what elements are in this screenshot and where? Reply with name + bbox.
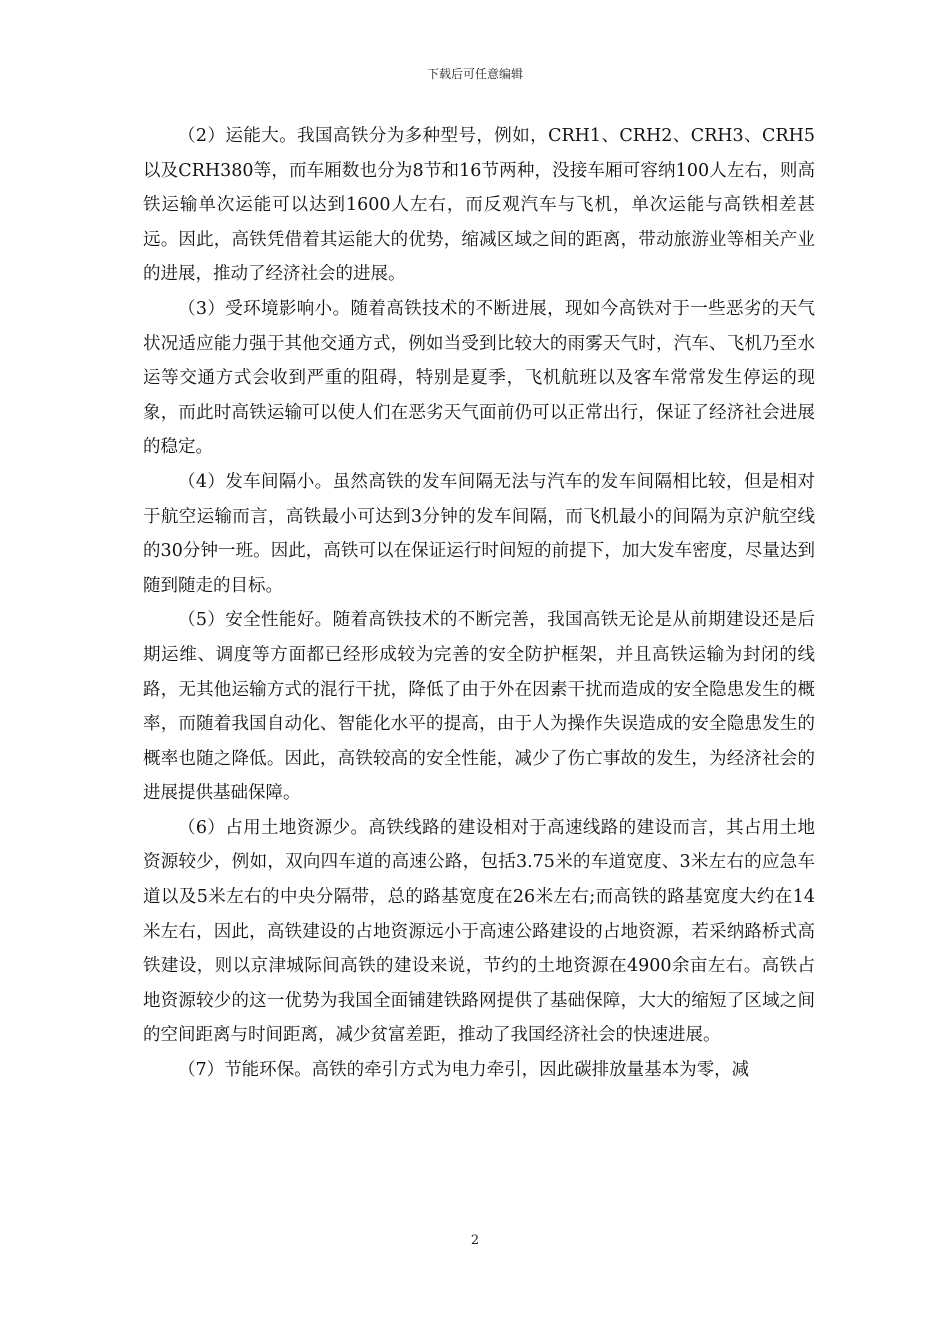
paragraph-departure-interval: （4）发车间隔小。虽然高铁的发车间隔无法与汽车的发车间隔相比较，但是相对于航空运输而言，高铁最小可达到3分钟的发车间隔，而飞机最小的间隔为京沪航空线的30分钟一班。因此，高铁可以在保证运行时间短的前提下，加大发车密度，尽量达到随到随走的目标。 xyxy=(143,471,815,596)
paragraph-capacity: （2）运能大。我国高铁分为多种型号，例如，CRH1、CRH2、CRH3、CRH5以及CRH380等，而车厢数也分为8节和16节两种，没接车厢可容纳100人左右，则高铁运输单次运能可以达到1600人左右，而反观汽车与飞机，单次运能与高铁相差甚远。因此，高铁凭借着其运能大的优势，缩减区域之间的距离，带动旅游业等相关产业的进展，推动了经济社会的进展。 xyxy=(143,126,815,285)
paragraph-safety: （5）安全性能好。随着高铁技术的不断完善，我国高铁无论是从前期建设还是后期运维、调度等方面都已经形成较为完善的安全防护框架，并且高铁运输为封闭的线路，无其他运输方式的混行干扰，降低了由于外在因素干扰而造成的安全隐患发生的概率，而随着我国自动化、智能化水平的提高，由于人为操作失误造成的安全隐患发生的概率也随之降低。因此，高铁较高的安全性能，减少了伤亡事故的发生，为经济社会的进展提供基础保障。 xyxy=(143,610,815,804)
paragraph-land-use: （6）占用土地资源少。高铁线路的建设相对于高速线路的建设而言，其占用土地资源较少，例如，双向四车道的高速公路，包括3.75米的车道宽度、3米左右的应急车道以及5米左右的中央分隔带，总的路基宽度在26米左右;而高铁的路基宽度大约在14米左右，因此，高铁建设的占地资源远小于高速公路建设的占地资源，若采纳路桥式高铁建设，则以京津城际间高铁的建设来说，节约的土地资源在4900余亩左右。高铁占地资源较少的这一优势为我国全面铺建铁路网提供了基础保障，大大的缩短了区域之间的空间距离与时间距离，减少贫富差距，推动了我国经济社会的快速进展。 xyxy=(143,817,815,1046)
page-number: 2 xyxy=(470,1233,480,1248)
paragraph-energy-saving: （7）节能环保。高铁的牵引方式为电力牵引，因此碳排放量基本为零，减 xyxy=(178,1060,750,1081)
paragraph-environment: （3）受环境影响小。随着高铁技术的不断进展，现如今高铁对于一些恶劣的天气状况适应能力强于其他交通方式，例如当受到比较大的雨雾天气时，汽车、飞机乃至水运等交通方式会收到严重的阻碍，特别是夏季，飞机航班以及客车常常发生停运的现象，而此时高铁运输可以使人们在恶劣天气面前仍可以正常出行，保证了经济社会进展的稳定。 xyxy=(143,298,815,458)
header-note: 下载后可任意编辑 xyxy=(426,67,523,81)
body-text xyxy=(143,119,815,1088)
